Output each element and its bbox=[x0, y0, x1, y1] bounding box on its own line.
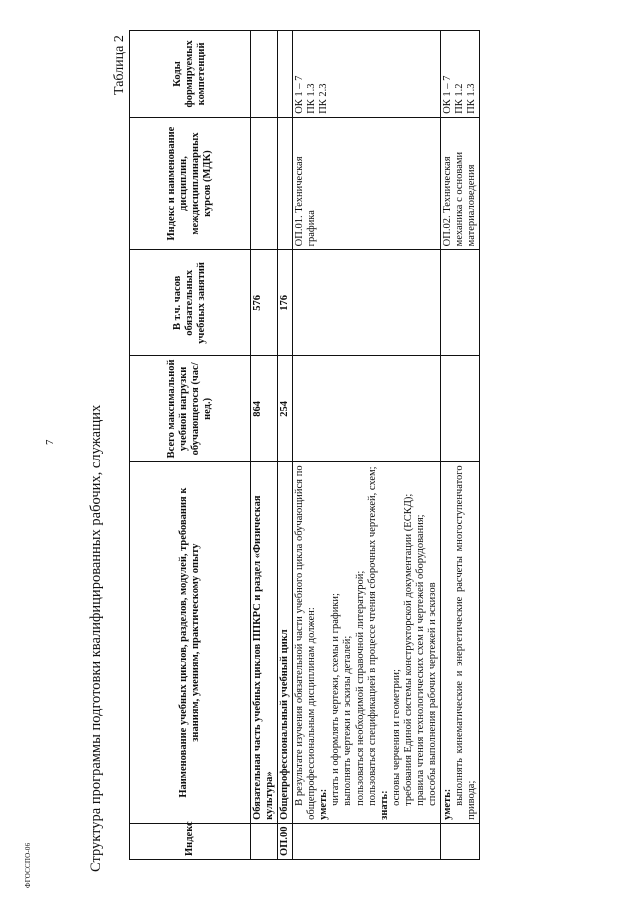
op02-discipline: ОП.02. Техническая механика с основами материаловедения bbox=[440, 117, 479, 250]
code: ОК 1 – 7 bbox=[294, 75, 306, 114]
op-name: Общепрофессиональный учебный цикл bbox=[278, 462, 293, 823]
page-title: Структура программы подготовки квалифицированных рабочих, служащих bbox=[88, 404, 104, 872]
op02-requirements bbox=[440, 462, 479, 823]
op01-line: читать и оформлять чертежи, схемы и графики; bbox=[330, 593, 342, 806]
header-row bbox=[130, 31, 251, 860]
op01-line: уметь: bbox=[318, 788, 330, 820]
mandatory-part-name: Обязательная часть учебных циклов ППКРС и раздел «Физическая культура» bbox=[251, 462, 278, 823]
structure-table-rotated bbox=[129, 30, 609, 860]
header-disc: Индекс и наименование дисциплин, междисциплинарных курсов (МДК) bbox=[130, 117, 251, 250]
table-row bbox=[293, 31, 441, 860]
header-name: Наименование учебных циклов, разделов, модулей, требования к знаниям, умениям, практическому опыту bbox=[130, 462, 251, 823]
op01-line: пользоваться спецификацией в процессе чтения сборочных чертежей, схем; bbox=[366, 466, 378, 806]
op01-line: основы черчения и геометрии; bbox=[390, 669, 402, 806]
table-label: Таблица 2 bbox=[112, 35, 127, 95]
table-row bbox=[251, 31, 278, 860]
header-index: Индекс bbox=[130, 823, 251, 859]
op01-line: выполнять чертежи и эскизы деталей; bbox=[342, 635, 354, 806]
op01-line: В результате изучения обязательной части учебного цикла обучающийся по общепрофессиональным дисциплинам должен: bbox=[294, 465, 318, 820]
code: ПК 2.3 bbox=[318, 83, 330, 114]
op01-requirements bbox=[293, 462, 441, 823]
code: ПК 1.3 bbox=[466, 83, 478, 114]
op01-line: знать: bbox=[378, 790, 390, 820]
op02-codes bbox=[440, 31, 479, 118]
op01-line: правила чтения технологических схем и чертежей оборудования; bbox=[414, 514, 426, 806]
header-codes: Коды формируемых компетенций bbox=[130, 31, 251, 118]
code: ПК 1.2 bbox=[454, 83, 465, 114]
op-total: 254 bbox=[278, 356, 293, 462]
table-row bbox=[278, 31, 293, 860]
op01-line: способы выполнения рабочих чертежей и эскизов bbox=[426, 582, 438, 806]
footer-code: ФГОССПО-06 bbox=[24, 842, 32, 888]
op02-line: уметь: bbox=[441, 788, 453, 820]
table-row bbox=[440, 31, 479, 860]
code: ОК 1 – 7 bbox=[441, 75, 453, 114]
op01-line: пользоваться необходимой справочной литературой; bbox=[354, 570, 366, 806]
op01-line: требования Единой системы конструкторской документации (ЕСКД); bbox=[402, 493, 414, 806]
mandatory-total: 864 bbox=[251, 356, 278, 462]
mandatory-incl: 576 bbox=[251, 250, 278, 356]
page-number: 7 bbox=[44, 439, 56, 445]
op-index: ОП.00 bbox=[278, 823, 293, 859]
code: ПК 1.3 bbox=[306, 83, 318, 114]
op01-discipline: ОП.01. Техническая графика bbox=[293, 117, 441, 250]
structure-table bbox=[129, 30, 480, 860]
op02-line: выполнять кинематические и энергетические расчеты многоступенчатого привода; bbox=[454, 465, 478, 820]
op01-codes bbox=[293, 31, 441, 118]
op-incl: 176 bbox=[278, 250, 293, 356]
header-total: Всего максимальной учебной нагрузки обучающегося (час/нед.) bbox=[130, 356, 251, 462]
header-incl: В т.ч. часов обязательных учебных занятий bbox=[130, 250, 251, 356]
